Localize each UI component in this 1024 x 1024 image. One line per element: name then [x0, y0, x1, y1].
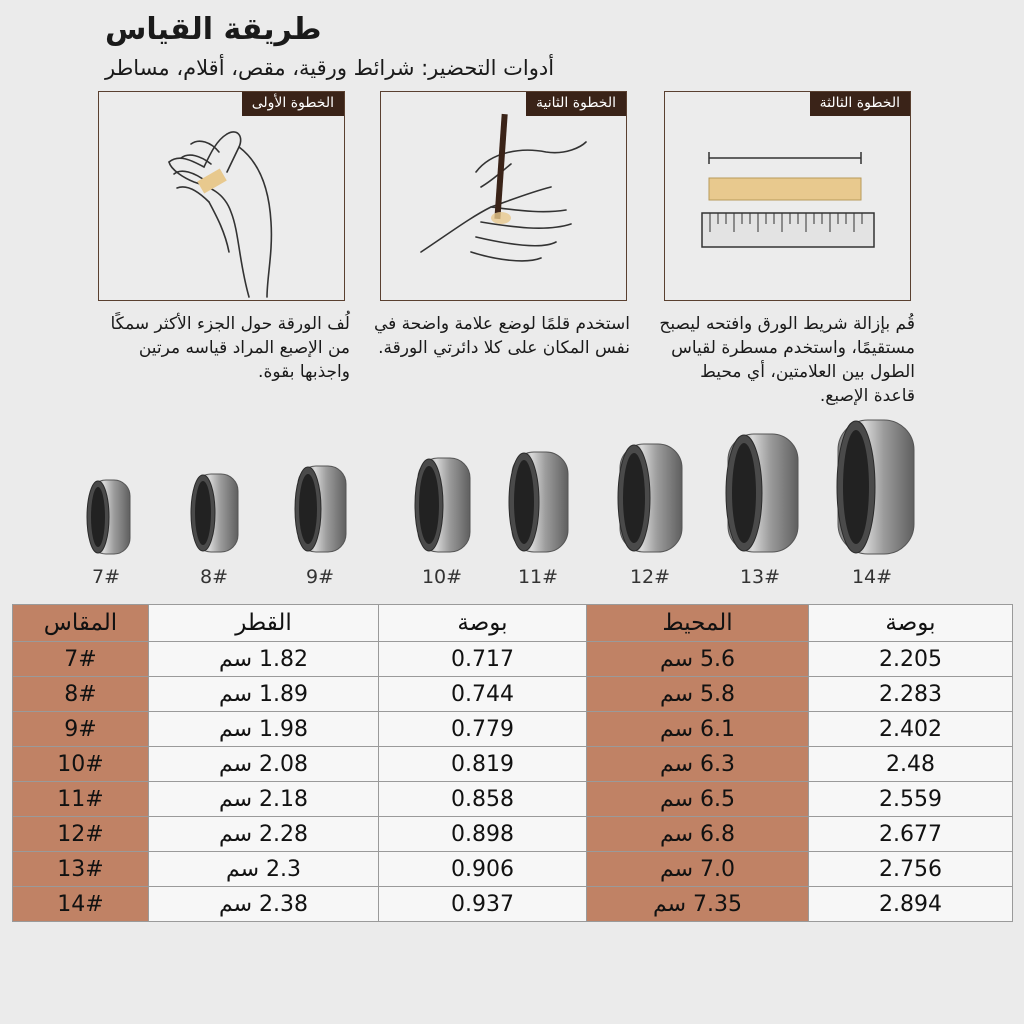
step-1-panel: [98, 91, 345, 301]
cell-size: 13#: [13, 852, 149, 887]
table-row: [13, 852, 1013, 887]
cell-diameter-inch: 0.717: [379, 642, 587, 677]
page-title: طريقة القياس: [105, 12, 322, 47]
cell-circumference-inch: 2.894: [809, 887, 1013, 922]
step-1-text: لُف الورقة حول الجزء الأكثر سمكًا من الإصبع المراد قياسه مرتين واجذبها بقوة.: [110, 314, 350, 382]
cell-diameter: 2.28 سم: [149, 817, 379, 852]
cell-circumference-inch: 2.283: [809, 677, 1013, 712]
table-row: [13, 887, 1013, 922]
pen-mark-illustration: [381, 92, 626, 300]
table-header-row: [13, 605, 1013, 642]
cell-size: 11#: [13, 782, 149, 817]
cell-circumference: 6.8 سم: [587, 817, 809, 852]
cell-circumference: 7.35 سم: [587, 887, 809, 922]
table-row: [13, 747, 1013, 782]
ring-label-8: 8#: [199, 566, 228, 588]
size-table: [12, 604, 1013, 922]
cell-diameter-inch: 0.937: [379, 887, 587, 922]
table-row: [13, 782, 1013, 817]
step-2-text: استخدم قلمًا لوضع علامة واضحة في نفس المكان على كلا دائرتي الورقة.: [373, 314, 630, 358]
cell-diameter-inch: 0.779: [379, 712, 587, 747]
cell-circumference: 5.8 سم: [587, 677, 809, 712]
cell-size: 12#: [13, 817, 149, 852]
header-diameter: القطر: [149, 605, 379, 642]
cell-size: 7#: [13, 642, 149, 677]
ring-10: [412, 456, 472, 554]
table-row: [13, 817, 1013, 852]
ring-12: [614, 442, 684, 554]
cell-size: 9#: [13, 712, 149, 747]
ring-label-10: 10#: [421, 566, 463, 588]
header-circumference: المحيط: [587, 605, 809, 642]
table-row: [13, 712, 1013, 747]
cell-diameter: 1.98 سم: [149, 712, 379, 747]
cell-diameter: 1.89 سم: [149, 677, 379, 712]
cell-diameter: 1.82 سم: [149, 642, 379, 677]
ruler-illustration: [665, 92, 910, 300]
cell-diameter: 2.38 سم: [149, 887, 379, 922]
cell-circumference: 5.6 سم: [587, 642, 809, 677]
cell-diameter: 2.08 سم: [149, 747, 379, 782]
cell-diameter-inch: 0.898: [379, 817, 587, 852]
cell-circumference: 6.5 سم: [587, 782, 809, 817]
cell-diameter: 2.18 سم: [149, 782, 379, 817]
ring-label-9: 9#: [305, 566, 334, 588]
step-2-panel: [380, 91, 627, 301]
cell-diameter-inch: 0.906: [379, 852, 587, 887]
ring-label-13: 13#: [739, 566, 781, 588]
cell-size: 14#: [13, 887, 149, 922]
cell-circumference: 6.3 سم: [587, 747, 809, 782]
step-3-label: الخطوة الثالثة: [810, 92, 910, 116]
header-diameter-inch: بوصة: [379, 605, 587, 642]
ring-label-14: 14#: [851, 566, 893, 588]
step-1-label: الخطوة الأولى: [242, 92, 344, 116]
ring-8: [188, 472, 240, 554]
header-size: المقاس: [13, 605, 149, 642]
ring-14: [832, 418, 916, 556]
ring-9: [292, 464, 348, 554]
header-circumference-inch: بوصة: [809, 605, 1013, 642]
cell-diameter-inch: 0.858: [379, 782, 587, 817]
ring-7: [84, 478, 132, 556]
cell-circumference-inch: 2.48: [809, 747, 1013, 782]
cell-size: 8#: [13, 677, 149, 712]
ring-11: [506, 450, 570, 554]
ring-label-11: 11#: [517, 566, 559, 588]
cell-diameter: 2.3 سم: [149, 852, 379, 887]
cell-circumference-inch: 2.677: [809, 817, 1013, 852]
cell-circumference-inch: 2.205: [809, 642, 1013, 677]
hand-wrap-illustration: [99, 92, 344, 300]
cell-circumference: 6.1 سم: [587, 712, 809, 747]
ring-label-7: 7#: [91, 566, 120, 588]
table-row: [13, 642, 1013, 677]
cell-circumference: 7.0 سم: [587, 852, 809, 887]
step-3-text: قُم بإزالة شريط الورق وافتحه ليصبح مستقيمًا، واستخدم مسطرة لقياس الطول بين العلامتين، أي محيط قاعدة الإصبع.: [659, 314, 915, 406]
tools-line: أدوات التحضير: شرائط ورقية، مقص، أقلام، مساطر: [105, 56, 555, 80]
cell-size: 10#: [13, 747, 149, 782]
cell-circumference-inch: 2.559: [809, 782, 1013, 817]
cell-diameter-inch: 0.819: [379, 747, 587, 782]
step-2-label: الخطوة الثانية: [526, 92, 626, 116]
ring-13: [722, 432, 800, 554]
step-3-panel: [664, 91, 911, 301]
cell-diameter-inch: 0.744: [379, 677, 587, 712]
ring-label-12: 12#: [629, 566, 671, 588]
cell-circumference-inch: 2.756: [809, 852, 1013, 887]
table-row: [13, 677, 1013, 712]
cell-circumference-inch: 2.402: [809, 712, 1013, 747]
